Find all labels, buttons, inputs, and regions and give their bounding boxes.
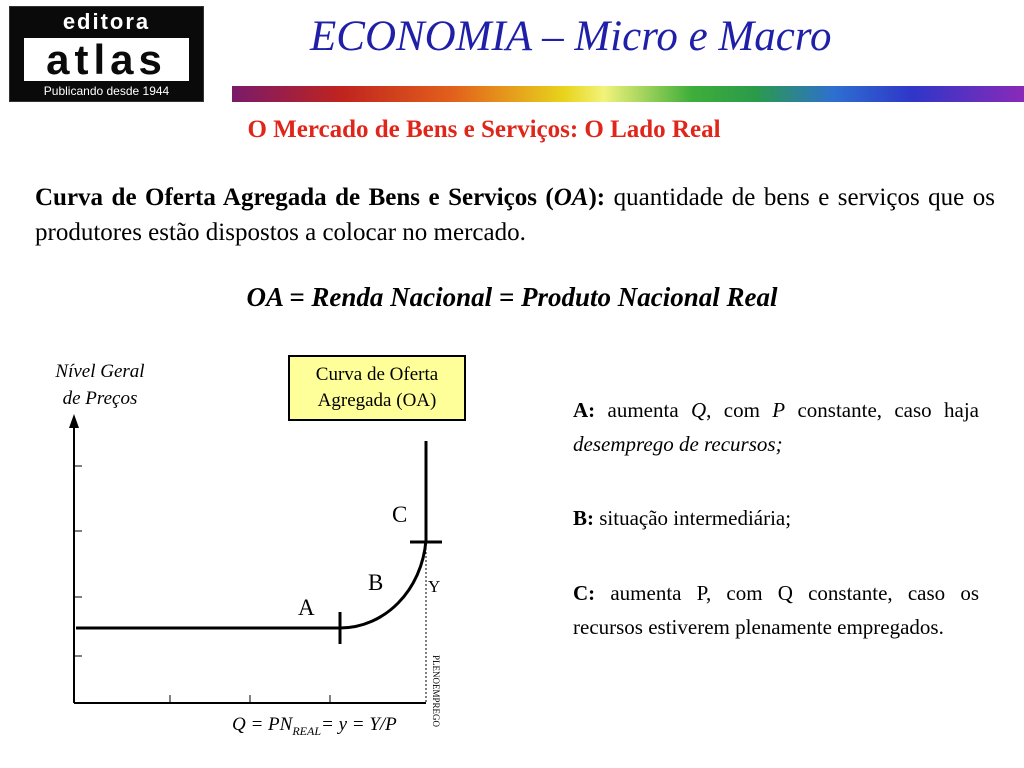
definition-term: Curva de Oferta Agregada de Bens e Serviços (OA): <box>35 184 606 211</box>
logo-main-text: atlas <box>24 38 189 81</box>
point-b-label: B <box>368 570 384 595</box>
curve-label-box: Curva de Oferta Agregada (OA) <box>288 355 466 421</box>
full-employment-y: Y <box>428 577 441 596</box>
full-employment-label <box>428 577 448 728</box>
logo-top-text: editora <box>62 9 151 34</box>
full-employment-subscript: PLENOEMPREGO <box>431 655 441 728</box>
point-c-label: C <box>392 502 408 527</box>
note-c: C: aumenta P, com Q constante, caso os recursos estiverem plenamente empregados. <box>573 581 979 639</box>
definition-text: quantidade de bens e serviços que os produtores estão dispostos a colocar no mercado. <box>35 184 995 246</box>
logo-tagline: Publicando desde 1944 <box>43 84 170 98</box>
supply-curve <box>76 441 426 628</box>
point-a-label: A <box>298 595 315 620</box>
slide-subtitle: O Mercado de Bens e Serviços: O Lado Real <box>247 116 721 143</box>
note-a: A: aumenta Q, com P constante, caso haja desemprego de recursos; <box>573 398 979 456</box>
x-axis-label: $Q = PN_{REAL}= y = Y/P$ <box>232 714 397 738</box>
note-b: B: situação intermediária; <box>573 506 792 530</box>
slide-header-title: ECONOMIA – Micro e Macro <box>310 13 832 60</box>
definition-abbrev: OA <box>553 184 589 211</box>
y-axis-label: Nível Geral de Preços <box>55 361 145 409</box>
y-axis-arrow <box>69 414 79 428</box>
equation: OA = Renda Nacional = Produto Nacional Real <box>246 282 778 312</box>
